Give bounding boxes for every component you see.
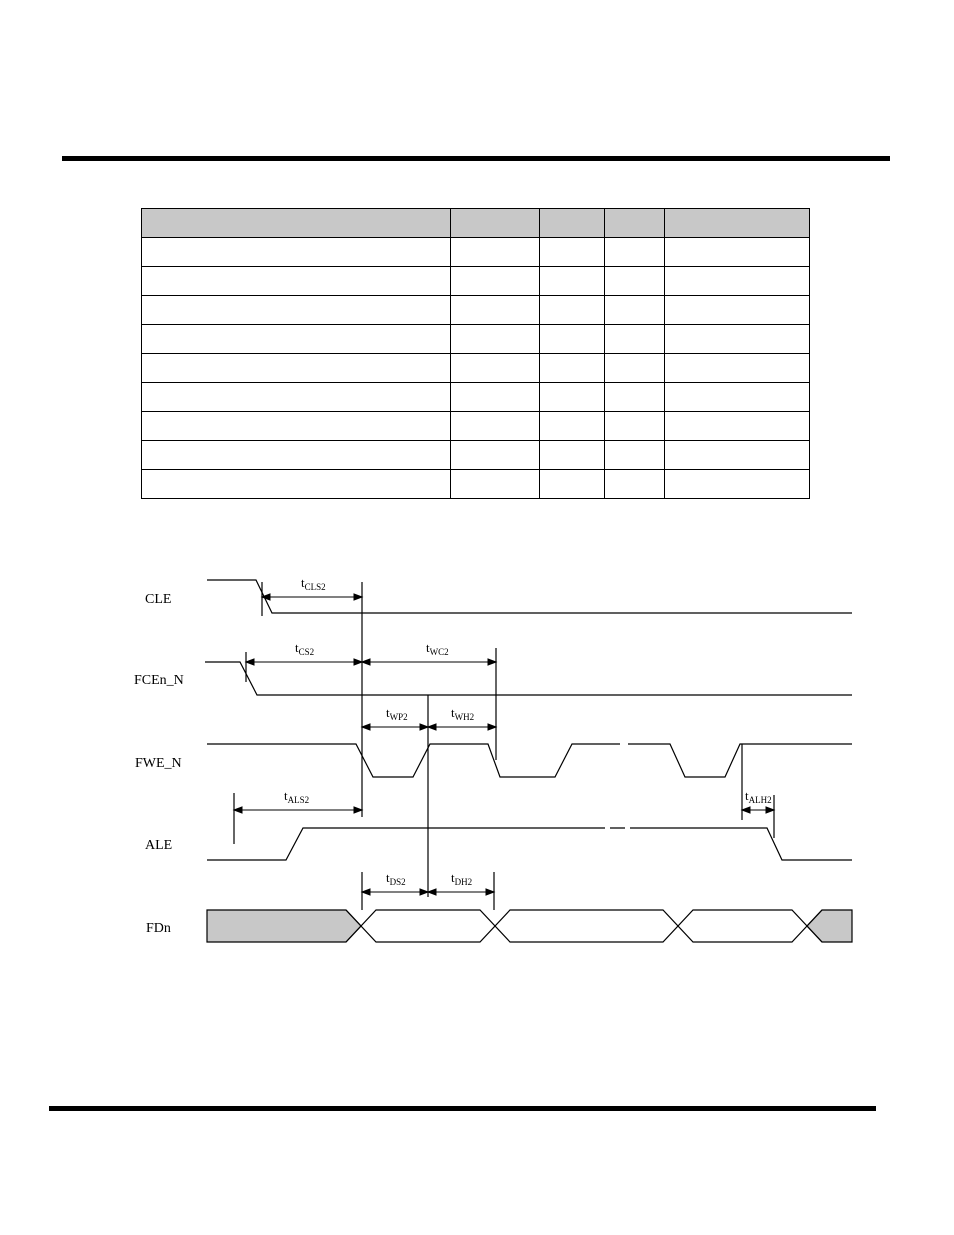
table-cell bbox=[451, 325, 540, 354]
arrowhead bbox=[488, 659, 496, 665]
fdn-invalid-region bbox=[807, 910, 852, 942]
header-cell bbox=[451, 209, 540, 238]
arrowhead bbox=[354, 594, 362, 600]
signal-label-ale: ALE bbox=[145, 838, 173, 853]
table-cell bbox=[665, 412, 810, 441]
table-row bbox=[142, 267, 810, 296]
arrowhead bbox=[428, 724, 436, 730]
table-cell bbox=[665, 470, 810, 499]
timing-label-twp2: tWP2 bbox=[386, 705, 408, 722]
footer-rule bbox=[49, 1106, 876, 1111]
header-rule bbox=[62, 156, 890, 161]
table-cell bbox=[451, 412, 540, 441]
table-cell bbox=[142, 325, 451, 354]
arrowhead bbox=[362, 724, 370, 730]
table-row bbox=[142, 470, 810, 499]
table-cell bbox=[142, 296, 451, 325]
arrowhead bbox=[362, 889, 370, 895]
table-row bbox=[142, 325, 810, 354]
table-cell bbox=[451, 470, 540, 499]
table-cell bbox=[451, 354, 540, 383]
table-cell bbox=[605, 238, 665, 267]
table-cell bbox=[540, 441, 605, 470]
fdn-invalid-region bbox=[207, 910, 361, 942]
table-cell bbox=[665, 441, 810, 470]
header-cell bbox=[540, 209, 605, 238]
table-cell bbox=[142, 383, 451, 412]
signal-label-fcen: FCEn_N bbox=[134, 673, 184, 688]
table-row bbox=[142, 238, 810, 267]
signal-label-cle: CLE bbox=[145, 592, 172, 607]
table-cell bbox=[142, 238, 451, 267]
table-cell bbox=[142, 441, 451, 470]
fwe-waveform bbox=[207, 744, 852, 777]
table-row bbox=[142, 412, 810, 441]
table-cell bbox=[540, 412, 605, 441]
table-cell bbox=[540, 470, 605, 499]
header-cell bbox=[665, 209, 810, 238]
table-cell bbox=[540, 267, 605, 296]
arrowhead bbox=[488, 724, 496, 730]
table-cell bbox=[605, 412, 665, 441]
table-row bbox=[142, 296, 810, 325]
signal-label-fwe: FWE_N bbox=[135, 756, 182, 771]
table-cell bbox=[605, 441, 665, 470]
table-cell bbox=[605, 383, 665, 412]
timing-label-twc2: tWC2 bbox=[426, 640, 449, 657]
table-cell bbox=[605, 470, 665, 499]
table-cell bbox=[605, 354, 665, 383]
table-cell bbox=[451, 441, 540, 470]
arrowhead bbox=[354, 807, 362, 813]
table-cell bbox=[451, 383, 540, 412]
table-cell bbox=[605, 325, 665, 354]
table-cell bbox=[605, 267, 665, 296]
timing-label-twh2: tWH2 bbox=[451, 705, 475, 722]
table-cell bbox=[142, 470, 451, 499]
arrowhead bbox=[742, 807, 750, 813]
table-cell bbox=[451, 296, 540, 325]
table-cell bbox=[540, 354, 605, 383]
table-cell bbox=[451, 238, 540, 267]
table-cell bbox=[665, 354, 810, 383]
write-timing-diagram bbox=[0, 560, 954, 960]
table-cell bbox=[540, 325, 605, 354]
timing-label-tcls2: tCLS2 bbox=[301, 575, 326, 592]
timing-label-tdh2: tDH2 bbox=[451, 870, 473, 887]
table-cell bbox=[665, 238, 810, 267]
table-row bbox=[142, 383, 810, 412]
table-cell bbox=[665, 296, 810, 325]
table-cell bbox=[451, 267, 540, 296]
timing-label-tcs2: tCS2 bbox=[295, 640, 315, 657]
timing-label-talh2: tALH2 bbox=[745, 788, 772, 805]
table-cell bbox=[540, 296, 605, 325]
timing-label-tals2: tALS2 bbox=[284, 788, 310, 805]
table-row bbox=[142, 354, 810, 383]
timing-spec-table bbox=[141, 208, 810, 499]
ale-waveform bbox=[207, 828, 852, 860]
table-row bbox=[142, 441, 810, 470]
arrowhead bbox=[766, 807, 774, 813]
arrowhead bbox=[234, 807, 242, 813]
table-cell bbox=[665, 383, 810, 412]
table-cell bbox=[142, 354, 451, 383]
table-cell bbox=[665, 267, 810, 296]
fcen-waveform bbox=[205, 662, 852, 695]
table-cell bbox=[540, 383, 605, 412]
arrowhead bbox=[428, 889, 436, 895]
header-cell bbox=[142, 209, 451, 238]
timing-label-tds2: tDS2 bbox=[386, 870, 406, 887]
table-cell bbox=[665, 325, 810, 354]
table-header-row bbox=[142, 209, 810, 238]
table-cell bbox=[605, 296, 665, 325]
arrowhead bbox=[246, 659, 254, 665]
arrowhead bbox=[362, 659, 370, 665]
table-cell bbox=[540, 238, 605, 267]
signal-label-fdn: FDn bbox=[146, 921, 171, 936]
fdn-waveform-top bbox=[346, 910, 822, 942]
table-cell bbox=[142, 267, 451, 296]
header-cell bbox=[605, 209, 665, 238]
arrowhead bbox=[486, 889, 494, 895]
table-cell bbox=[142, 412, 451, 441]
fdn-waveform-bottom bbox=[346, 910, 822, 942]
